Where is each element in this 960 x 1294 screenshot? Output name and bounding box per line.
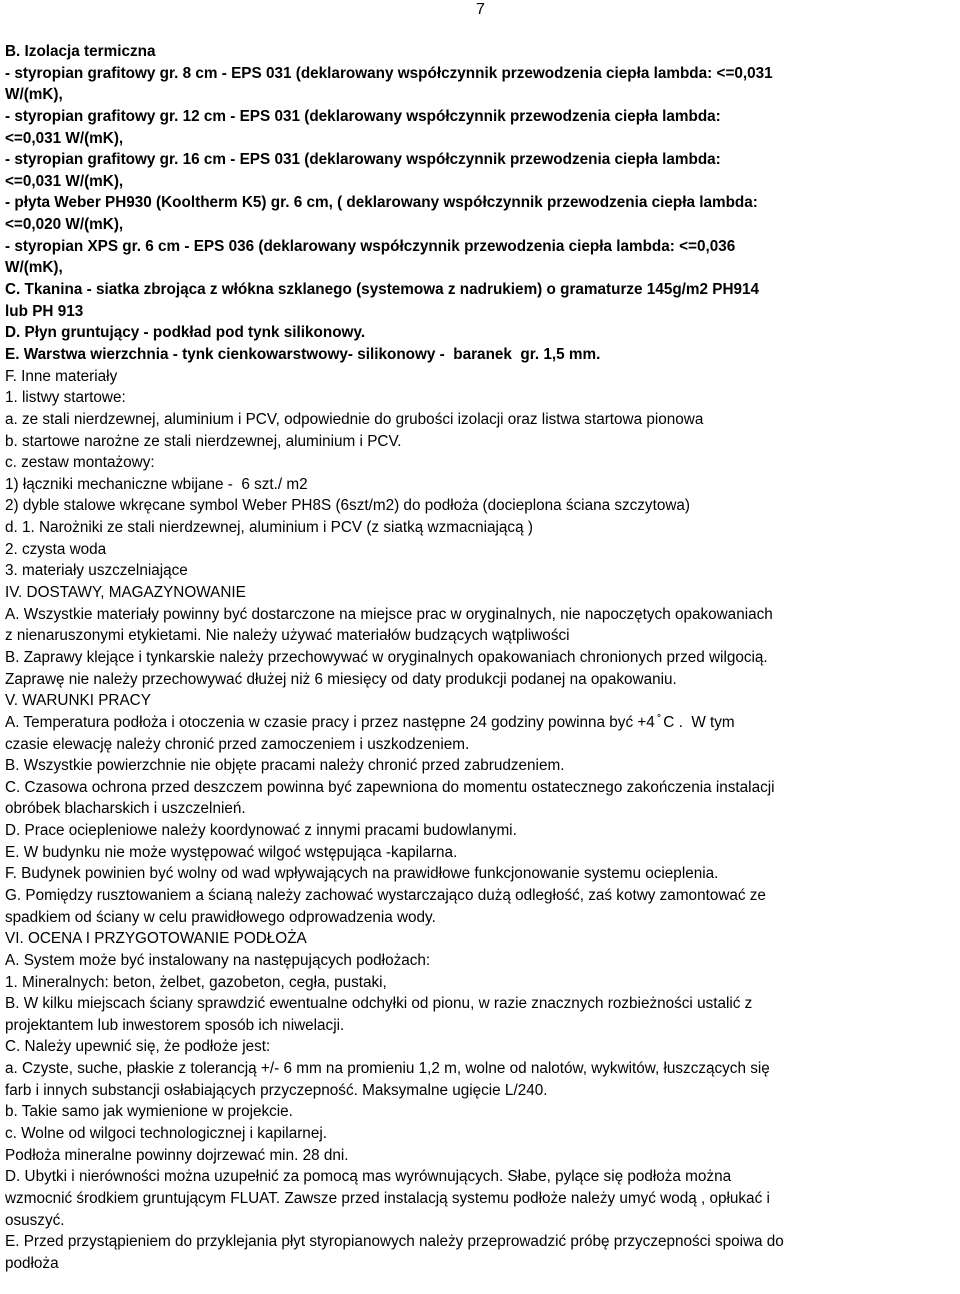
text-line: lub PH 913: [5, 302, 84, 320]
text-line: W/(mK),: [5, 86, 63, 104]
text-line: 2. czysta woda: [5, 540, 107, 558]
text-line: C. Czasowa ochrona przed deszczem powinna być zapewniona do momentu ostatecznego zakończenia instalacji: [5, 778, 775, 796]
text-line: <=0,031 W/(mK),: [5, 129, 124, 147]
text-line: B. Izolacja termiczna: [5, 43, 156, 60]
text-line: D. Prace ociepleniowe należy koordynować z innymi pracami budowlanymi.: [5, 822, 517, 840]
text-line: c. zestaw montażowy:: [5, 454, 155, 472]
text-line: spadkiem od ściany w celu prawidłowego odprowadzenia wody.: [5, 908, 436, 926]
text-line: E. Przed przystąpieniem do przyklejania płyt styropianowych należy przeprowadzić próbę przyczepności spoiwa do: [5, 1233, 784, 1251]
text-line: Podłoża mineralne powinny dojrzewać min. 28 dni.: [5, 1146, 349, 1164]
text-line: farb i innych substancji osłabiających przyczepność. Maksymalne ugięcie L/240.: [5, 1081, 548, 1099]
text-line: - styropian grafitowy gr. 12 cm - EPS 031 (deklarowany współczynnik przewodzenia ciepła lambda:: [5, 107, 721, 125]
text-line: C. Tkanina - siatka zbrojąca z włókna szklanego (systemowa z nadrukiem) o gramaturze 145g/m2 PH914: [5, 281, 760, 299]
text-line: - styropian XPS gr. 6 cm - EPS 036 (deklarowany współczynnik przewodzenia ciepła lambda: <=0,036: [5, 237, 736, 255]
text-line: - płyta Weber PH930 (Kooltherm K5) gr. 6 cm, ( deklarowany współczynnik przewodzenia ciepła lambda:: [5, 194, 758, 212]
text-line: F. Inne materiały: [5, 367, 118, 385]
text-line: V. WARUNKI PRACY: [5, 692, 151, 710]
text-line: A. Temperatura podłoża i otoczenia w czasie pracy i przez następne 24 godziny powinna być +4 ̊ C . W tym: [5, 713, 735, 731]
text-line: a. Czyste, suche, płaskie z tolerancją +/- 6 mm na promieniu 1,2 m, wolne od nalotów, wykwitów, łuszczących się: [5, 1060, 770, 1078]
text-line: 2) dyble stalowe wkręcane symbol Weber PH8S (6szt/m2) do podłoża (docieplona ściana szczytowa): [5, 497, 690, 515]
text-line: - styropian grafitowy gr. 8 cm - EPS 031 (deklarowany współczynnik przewodzenia ciepła lambda: <=0,031: [5, 64, 773, 82]
text-line: b. Takie samo jak wymienione w projekcie.: [5, 1103, 293, 1121]
text-line: osuszyć.: [5, 1211, 65, 1229]
text-line: B. Wszystkie powierzchnie nie objęte pracami należy chronić przed zabrudzeniem.: [5, 757, 565, 775]
text-line: 3. materiały uszczelniające: [5, 562, 188, 580]
text-line: B. W kilku miejscach ściany sprawdzić ewentualne odchyłki od pionu, w razie znacznych rozbieżności ustalić z: [5, 995, 753, 1013]
text-line: podłoża: [5, 1254, 59, 1272]
text-line: A. System może być instalowany na następujących podłożach:: [5, 951, 431, 969]
text-line: VI. OCENA I PRZYGOTOWANIE PODŁOŻA: [5, 930, 307, 948]
text-line: W/(mK),: [5, 259, 63, 277]
text-line: Zaprawę nie należy przechowywać dłużej niż 6 miesięcy od daty produkcji podanej na opakowaniu.: [5, 670, 677, 688]
document-body: [5, 41, 957, 1275]
page-number: 7: [476, 1, 485, 18]
text-line: <=0,020 W/(mK),: [5, 216, 124, 234]
text-line: a. ze stali nierdzewnej, aluminium i PCV, odpowiednie do grubości izolacji oraz listwa startowa pionowa: [5, 410, 704, 428]
text-line: - styropian grafitowy gr. 16 cm - EPS 031 (deklarowany współczynnik przewodzenia ciepła lambda:: [5, 151, 721, 169]
text-line: 1. listwy startowe:: [5, 389, 126, 407]
text-line: D. Ubytki i nierówności można uzupełnić za pomocą mas wyrównujących. Słabe, pylące się podłoża można: [5, 1168, 732, 1186]
text-line: czasie elewację należy chronić przed zamoczeniem i uszkodzeniem.: [5, 735, 470, 753]
text-line: F. Budynek powinien być wolny od wad wpływających na prawidłowe funkcjonowanie systemu ocieplenia.: [5, 865, 719, 883]
text-line: c. Wolne od wilgoci technologicznej i kapilarnej.: [5, 1125, 327, 1143]
text-line: C. Należy upewnić się, że podłoże jest:: [5, 1038, 271, 1056]
text-line: G. Pomiędzy rusztowaniem a ścianą należy zachować wystarczająco dużą odległość, zaś kotwy zamontować ze: [5, 886, 766, 904]
text-line: E. W budynku nie może występować wilgoć wstępująca -kapilarna.: [5, 843, 458, 861]
text-line: d. 1. Narożniki ze stali nierdzewnej, aluminium i PCV (z siatką wzmacniającą ): [5, 519, 533, 537]
text-line: obróbek blacharskich i uszczelnień.: [5, 800, 246, 818]
text-line: IV. DOSTAWY, MAGAZYNOWANIE: [5, 584, 246, 602]
text-line: E. Warstwa wierzchnia - tynk cienkowarstwowy- silikonowy - baranek gr. 1,5 mm.: [5, 345, 601, 363]
text-line: z nienaruszonymi etykietami. Nie należy używać materiałów budzących wątpliwości: [5, 627, 570, 645]
text-line: 1) łączniki mechaniczne wbijane - 6 szt./ m2: [5, 475, 308, 493]
text-line: A. Wszystkie materiały powinny być dostarczone na miejsce prac w oryginalnych, nie napoczętych opakowaniach: [5, 605, 773, 623]
text-line: projektantem lub inwestorem sposób ich niwelacji.: [5, 1016, 345, 1034]
text-line: D. Płyn gruntujący - podkład pod tynk silikonowy.: [5, 324, 366, 342]
text-line: 1. Mineralnych: beton, żelbet, gazobeton, cegła, pustaki,: [5, 973, 387, 991]
text-line: b. startowe narożne ze stali nierdzewnej, aluminium i PCV.: [5, 432, 402, 450]
text-line: wzmocnić środkiem gruntującym FLUAT. Zawsze przed instalacją systemu podłoże należy umyć wodą , opłukać i: [5, 1189, 770, 1207]
text-line: B. Zaprawy klejące i tynkarskie należy przechowywać w oryginalnych opakowaniach chronionych przed wilgocią.: [5, 648, 768, 666]
text-line: <=0,031 W/(mK),: [5, 172, 124, 190]
